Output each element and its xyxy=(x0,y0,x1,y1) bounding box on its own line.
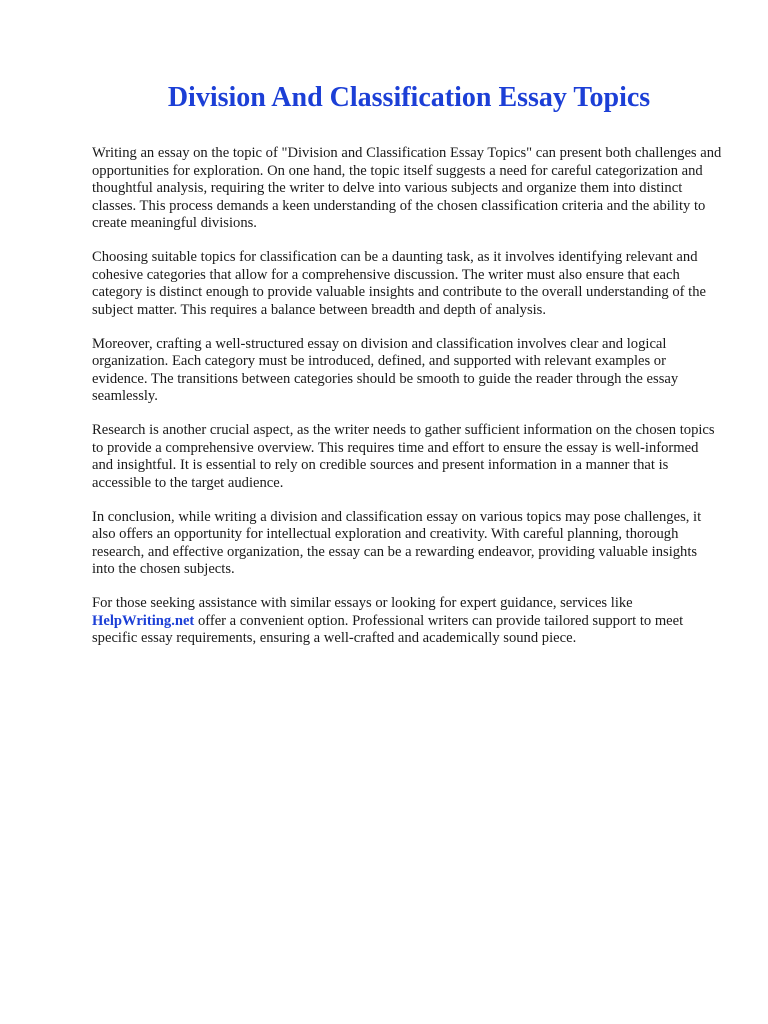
paragraph-closing xyxy=(92,595,722,648)
paragraph-intro: Writing an essay on the topic of "Division and Classification Essay Topics" can present both challenges and opportunities for exploration. On one hand, the topic itself suggests a need for careful categorization and thoughtful analysis, requiring the writer to delve into various subjects and organize them into distinct classes. This process demands a keen understanding of the chosen classification criteria and the ability to create meaningful divisions. xyxy=(92,145,722,231)
paragraph-structure: Moreover, crafting a well-structured essay on division and classification involves clear and logical organization. Each category must be introduced, defined, and supported with relevant examples or evidence. The transitions between categories should be smooth to guide the reader through the essay seamlessly. xyxy=(92,335,679,404)
paragraph-choosing-topics: Choosing suitable topics for classification can be a daunting task, as it involves identifying relevant and cohesive categories that allow for a comprehensive discussion. The writer must also ensure that each category is distinct enough to provide valuable insights and contribute to the overall understanding of the subject matter. This requires a balance between breadth and depth of analysis. xyxy=(92,249,707,318)
closing-text-before-link: For those seeking assistance with similar essays or looking for expert guidance, services like xyxy=(92,595,633,611)
paragraph-conclusion: In conclusion, while writing a division and classification essay on various topics may pose challenges, it also offers an opportunity for intellectual exploration and creativity. With careful planning, thorough research, and effective organization, the essay can be a rewarding endeavor, providing valuable insights into the chosen subjects. xyxy=(92,508,702,577)
paragraph-research: Research is another crucial aspect, as the writer needs to gather sufficient information on the chosen topics to provide a comprehensive overview. This requires time and effort to ensure the essay is well-informed and insightful. It is essential to rely on credible sources and present information in a manner that is accessible to the target audience. xyxy=(92,422,715,491)
closing-text-after-link: offer a convenient option. Professional writers can provide tailored support to meet specific essay requirements, ensuring a well-crafted and academically sound piece. xyxy=(92,612,684,646)
helpwriting-link[interactable]: HelpWriting.net xyxy=(92,612,195,629)
page-title: Division And Classification Essay Topics xyxy=(167,82,651,113)
document-body xyxy=(92,145,722,664)
